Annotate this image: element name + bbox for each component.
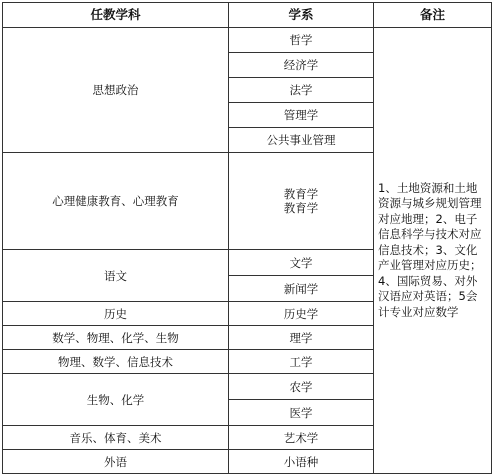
subject-department-table <box>2 2 492 474</box>
subject-cell: 思想政治 <box>3 28 229 153</box>
subject-cell: 音乐、体育、美术 <box>3 426 229 450</box>
department-cell: 新闻学 <box>229 276 374 302</box>
department-cell: 工学 <box>229 350 374 374</box>
subject-cell: 语文 <box>3 250 229 302</box>
subject-cell: 数学、物理、化学、生物 <box>3 326 229 350</box>
department-cell: 教育学 教育学 <box>229 153 374 250</box>
table-row <box>3 28 492 53</box>
department-cell: 文学 <box>229 250 374 276</box>
department-cell: 公共事业管理 <box>229 128 374 153</box>
header-subject: 任教学科 <box>3 3 229 28</box>
department-cell: 管理学 <box>229 103 374 128</box>
subject-cell: 生物、化学 <box>3 374 229 426</box>
subject-cell: 物理、数学、信息技术 <box>3 350 229 374</box>
department-cell: 医学 <box>229 400 374 426</box>
department-cell: 理学 <box>229 326 374 350</box>
department-cell: 法学 <box>229 78 374 103</box>
header-row <box>3 3 492 28</box>
department-cell: 农学 <box>229 374 374 400</box>
department-cell: 哲学 <box>229 28 374 53</box>
department-cell: 经济学 <box>229 53 374 78</box>
notes-cell: 1、土地资源和土地资源与城乡规划管理对应地理；2、电子信息科学与技术对应信息技术；3、文化产业管理对应历史；4、国际贸易、对外汉语应对英语；5会计专业对应数学 <box>374 28 492 474</box>
header-notes: 备注 <box>374 3 492 28</box>
department-cell: 小语种 <box>229 450 374 474</box>
header-department: 学系 <box>229 3 374 28</box>
subject-cell: 外语 <box>3 450 229 474</box>
subject-cell: 心理健康教育、心理教育 <box>3 153 229 250</box>
department-cell: 历史学 <box>229 302 374 326</box>
subject-cell: 历史 <box>3 302 229 326</box>
department-cell: 艺术学 <box>229 426 374 450</box>
